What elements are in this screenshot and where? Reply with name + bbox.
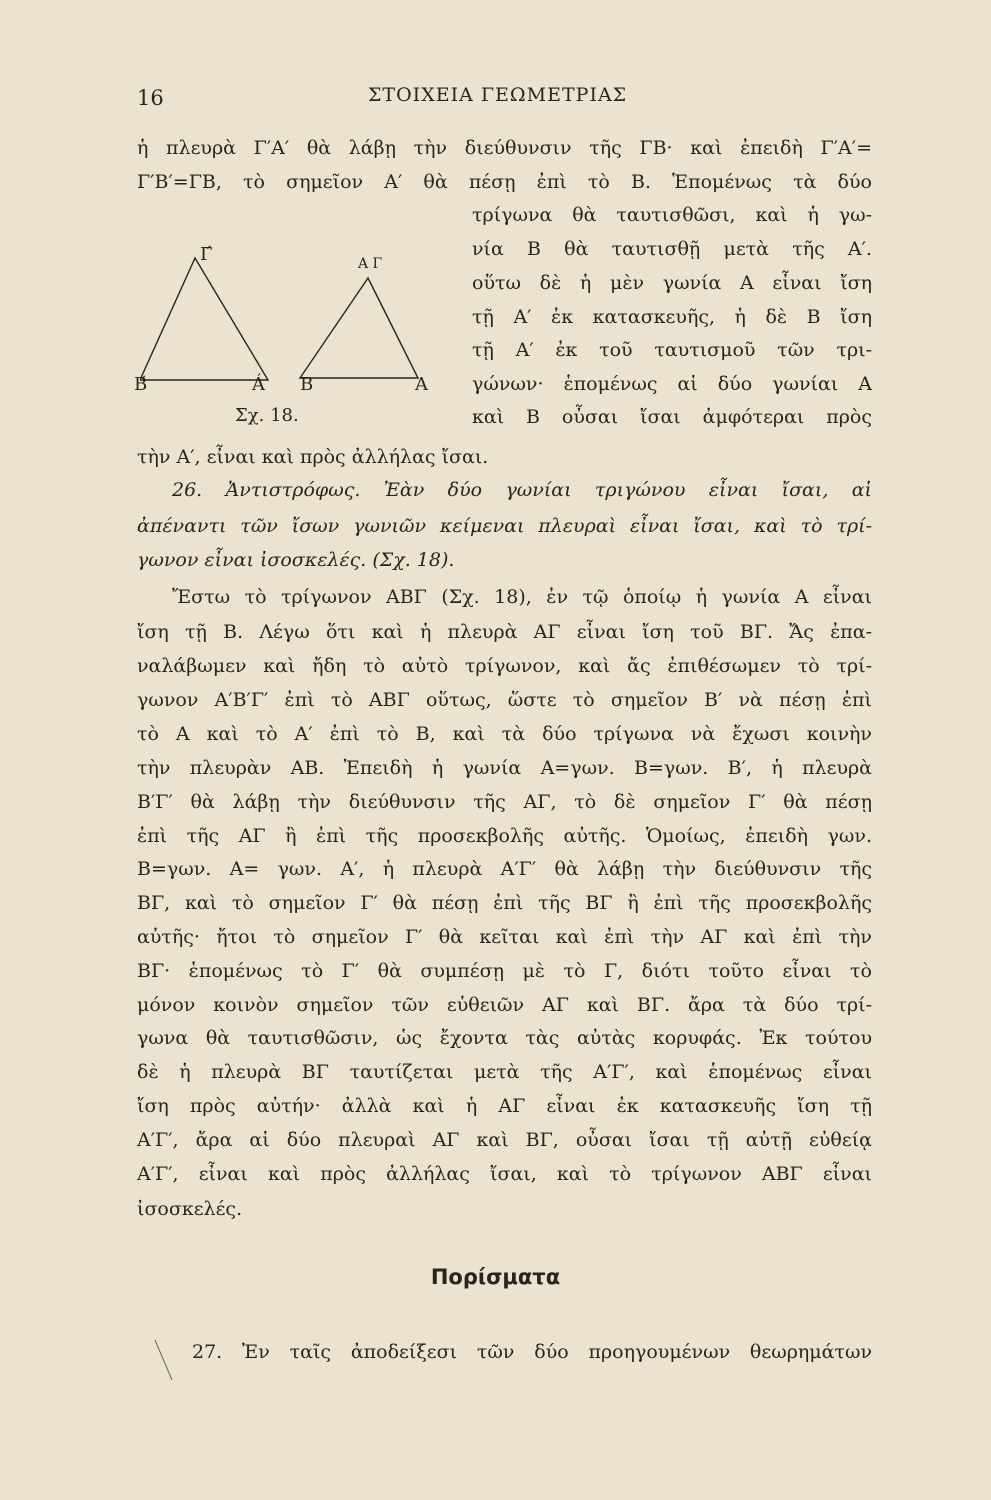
text-line: ναλάβωμεν καὶ ἤδη τὸ αὐτὸ τρίγωνον, καὶ ἄς ἐπιθέσωμεν τὸ τρί- xyxy=(137,655,872,677)
label-alpha-gamma: Α Γ xyxy=(358,256,383,272)
text-line: τὸ Α καὶ τὸ Α′ ἐπὶ τὸ Β, καὶ τὰ δύο τρίγωνα νὰ ἔχωσι κοινὴν xyxy=(137,723,872,745)
text-line: τῇ Α′ ἐκ τοῦ ταυτισμοῦ τῶν τρι- xyxy=(472,339,872,361)
text-line: δὲ ἡ πλευρὰ ΒΓ ταυτίζεται μετὰ τῆς Α′Γ′, καὶ ἑπομένως εἶναι xyxy=(137,1061,872,1083)
running-title: ΣΤΟΙΧΕΙΑ ΓΕΩΜΕΤΡΙΑΣ xyxy=(368,84,628,106)
text-line: τὴν Α′, εἶναι καὶ πρὸς ἀλλήλας ἴσαι. xyxy=(137,446,489,468)
text-line: ἐπὶ τῆς ΑΓ ἢ ἐπὶ τῆς προσεκβολῆς αὐτῆς. Ὁμοίως, ἐπειδὴ γων. xyxy=(137,825,872,847)
text-line: 27. Ἐν ταῖς ἀποδείξεσι τῶν δύο προηγουμένων θεωρημάτων xyxy=(192,1341,872,1363)
text-line: γωνον Α′Β′Γ′ ἐπὶ τὸ ΑΒΓ οὕτως, ὥστε τὸ σημεῖον Β′ νὰ πέσῃ ἐπὶ xyxy=(137,689,872,711)
text-line: ΒΓ, καὶ τὸ σημεῖον Γ′ θὰ πέσῃ ἐπὶ τῆς ΒΓ ἢ ἐπὶ τῆς προσεκβολῆς xyxy=(137,892,872,914)
figure-caption: Σχ. 18. xyxy=(235,405,299,426)
text-line: τῇ Α′ ἐκ κατασκευῆς, ἡ δὲ Β ἴση xyxy=(472,306,872,328)
triangle-right xyxy=(300,278,418,378)
theorem-line: γωνον εἶναι ἰσοσκελές. (Σχ. 18). xyxy=(137,549,455,571)
text-line: οὕτω δὲ ἡ μὲν γωνία Α εἶναι ἴση xyxy=(472,272,872,294)
triangle-left xyxy=(140,258,268,380)
text-line: μόνον κοινὸν σημεῖον τῶν εὐθειῶν ΑΓ καὶ ΒΓ. ἄρα τὰ δύο τρί- xyxy=(137,994,872,1016)
label-alpha: Α xyxy=(415,374,428,395)
text-line: Β=γων. Α= γων. Α′, ἡ πλευρὰ Α′Γ′ θὰ λάβῃ τὴν διεύθυνσιν τῆς xyxy=(137,858,872,880)
section-title: Πορίσματα xyxy=(430,1265,561,1289)
label-alpha-prime: Á xyxy=(252,374,265,395)
text-line: Α′Γ′, ἄρα αἱ δύο πλευραὶ ΑΓ καὶ ΒΓ, οὖσαι ἴσαι τῇ αὐτῇ εὐθείᾳ xyxy=(137,1129,872,1151)
triangles-diagram xyxy=(140,250,440,390)
text-line: τὴν πλευρὰν ΑΒ. Ἐπειδὴ ἡ γωνία Α=γων. Β=γων. Β′, ἡ πλευρὰ xyxy=(137,757,872,779)
text-line: γωνα θὰ ταυτισθῶσιν, ὡς ἔχοντα τὰς αὐτὰς κορυφάς. Ἐκ τούτου xyxy=(137,1027,872,1049)
text-line: Ἔστω τὸ τρίγωνον ΑΒΓ (Σχ. 18), ἐν τῷ ὁποίῳ ἡ γωνία Α εἶναι xyxy=(172,586,872,608)
page-number: 16 xyxy=(137,86,164,110)
label-beta-prime: Β́ xyxy=(134,374,148,395)
text-line: ἴση τῇ Β. Λέγω ὅτι καὶ ἡ πλευρὰ ΑΓ εἶναι ἴση τοῦ ΒΓ. Ἄς ἐπα- xyxy=(137,621,872,643)
text-line: ἴση πρὸς αὐτήν· ἀλλὰ καὶ ἡ ΑΓ εἶναι ἐκ κατασκευῆς ἴση τῇ xyxy=(137,1095,872,1117)
text-line: Γ′Β′=ΓΒ, τὸ σημεῖον Α′ θὰ πέσῃ ἐπὶ τὸ Β. Ἑπομένως τὰ δύο xyxy=(137,171,872,193)
theorem-line: 26. Ἀντιστρόφως. Ἐὰν δύο γωνίαι τριγώνου εἶναι ἴσαι, αἱ xyxy=(172,479,872,501)
text-line: νία Β θὰ ταυτισθῇ μετὰ τῆς Α′. xyxy=(472,238,872,260)
figure-18 xyxy=(134,244,440,440)
label-beta: Β xyxy=(300,374,314,395)
text-line: ἡ πλευρὰ Γ′Α′ θὰ λάβῃ τὴν διεύθυνσιν τῆς ΓΒ· καὶ ἐπειδὴ Γ′Α′= xyxy=(137,137,872,159)
text-line: ἰσοσκελές. xyxy=(137,1198,243,1220)
label-gamma-prime: Γ́ xyxy=(200,244,213,265)
text-line: καὶ Β οὖσαι ἴσαι ἀμφότεραι πρὸς xyxy=(472,406,872,428)
margin-pencil-mark xyxy=(150,1340,190,1400)
text-line: γώνων· ἑπομένως αἱ δύο γωνίαι Α xyxy=(472,373,872,395)
text-line: Β′Γ′ θὰ λάβῃ τὴν διεύθυνσιν τῆς ΑΓ, τὸ δὲ σημεῖον Γ′ θὰ πέσῃ xyxy=(137,791,872,813)
theorem-line: ἀπέναντι τῶν ἴσων γωνιῶν κείμεναι πλευραὶ εἶναι ἴσαι, καὶ τὸ τρί- xyxy=(137,515,872,537)
text-line: αὐτῆς· ἤτοι τὸ σημεῖον Γ′ θὰ κεῖται καὶ ἐπὶ τὴν ΑΓ καὶ ἐπὶ τὴν xyxy=(137,926,872,948)
text-line: ΒΓ· ἑπομένως τὸ Γ′ θὰ συμπέσῃ μὲ τὸ Γ, διότι τοῦτο εἶναι τὸ xyxy=(137,960,872,982)
text-line: τρίγωνα θὰ ταυτισθῶσι, καὶ ἡ γω- xyxy=(472,204,872,226)
text-line: Α′Γ′, εἶναι καὶ πρὸς ἀλλήλας ἴσαι, καὶ τὸ τρίγωνον ΑΒΓ εἶναι xyxy=(137,1163,872,1185)
